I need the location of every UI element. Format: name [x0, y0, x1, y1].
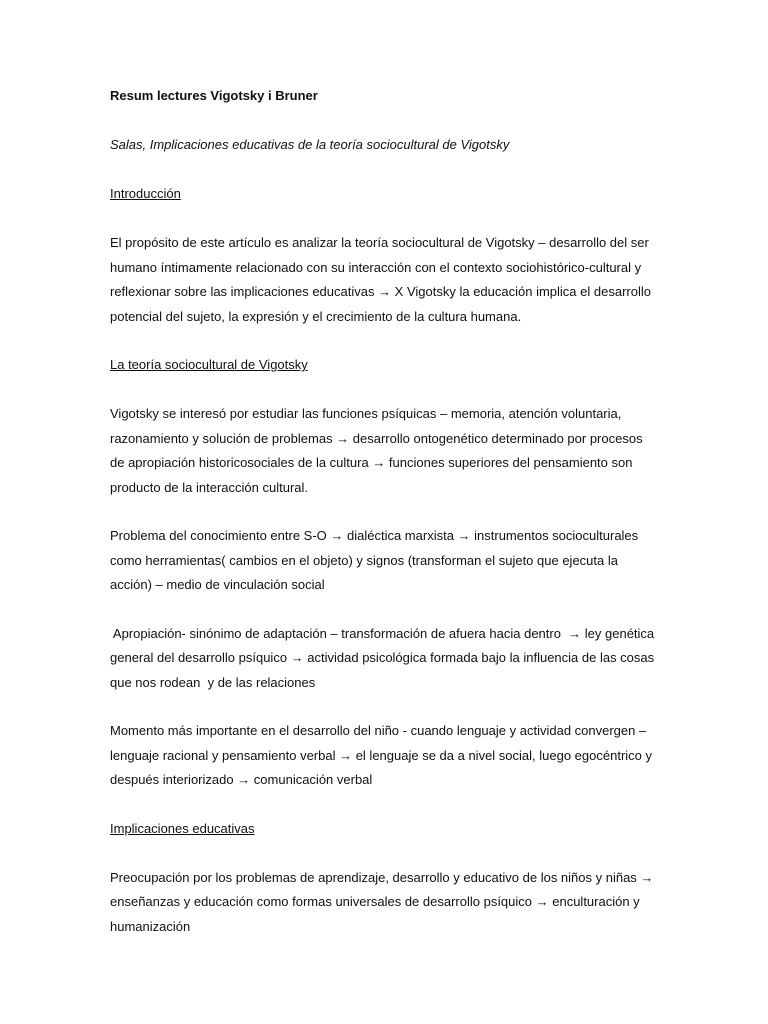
paragraph	[110, 524, 658, 598]
section-heading-teoria-sociocultural: La teoría sociocultural de Vigotsky	[110, 357, 308, 372]
paragraph	[110, 866, 658, 940]
paragraph-line: Apropiación- sinónimo de adaptación – transformación de afuera hacia dentro → ley genética	[110, 625, 655, 641]
paragraph-line: potencial del sujeto, la expresión y el crecimiento de la cultura humana.	[110, 308, 522, 324]
paragraph	[110, 402, 658, 500]
paragraph-line: lenguaje racional y pensamiento verbal → el lenguaje se da a nivel social, luego egocéntrico y	[110, 747, 653, 763]
paragraph-line: humanización	[110, 918, 191, 934]
paragraph-line: de apropiación historicosociales de la cultura → funciones superiores del pensamiento son	[110, 455, 633, 470]
paragraph-line: que nos rodean y de las relaciones	[110, 674, 316, 690]
paragraph-line: Momento más importante en el desarrollo del niño - cuando lenguaje y actividad convergen –	[110, 723, 647, 738]
paragraph-line: Preocupación por los problemas de aprendizaje, desarrollo y educativo de los niños y niñas →	[110, 869, 654, 885]
paragraph	[110, 231, 658, 329]
paragraph-line: Problema del conocimiento entre S-O → dialéctica marxista → instrumentos socioculturales	[110, 528, 639, 543]
paragraph	[110, 622, 658, 696]
document-page	[110, 84, 658, 963]
paragraph-line: Vigotsky se interesó por estudiar las funciones psíquicas – memoria, atención voluntaria,	[110, 406, 622, 421]
document-subtitle: Salas, Implicaciones educativas de la teoría sociocultural de Vigotsky	[110, 137, 510, 152]
paragraph-line: acción) – medio de vinculación social	[110, 577, 325, 592]
section-heading-implicaciones-educativas: Implicaciones educativas	[110, 820, 255, 836]
paragraph-line: general del desarrollo psíquico → actividad psicológica formada bajo la influencia de las cosas	[110, 650, 655, 665]
document-title: Resum lectures Vigotsky i Bruner	[110, 88, 318, 103]
paragraph-line: enseñanzas y educación como formas universales de desarrollo psíquico → enculturación y	[110, 894, 640, 909]
paragraph	[110, 719, 658, 793]
paragraph-line: producto de la interacción cultural.	[110, 479, 309, 495]
paragraph-line: El propósito de este artículo es analizar la teoría sociocultural de Vigotsky – desarrollo del ser	[110, 235, 649, 250]
paragraph-line: humano íntimamente relacionado con su interacción con el contexto sociohistórico-cultural y	[110, 259, 642, 275]
paragraph-line: después interiorizado → comunicación verbal	[110, 772, 373, 787]
paragraph-line: reflexionar sobre las implicaciones educativas → X Vigotsky la educación implica el desarrollo	[110, 284, 651, 299]
paragraph-line: razonamiento y solución de problemas → desarrollo ontogenético determinado por procesos	[110, 430, 643, 446]
paragraph-line: como herramientas( cambios en el objeto) y signos (transforman el sujeto que ejecuta la	[110, 552, 618, 568]
section-heading-introduccion: Introducción	[110, 186, 181, 201]
